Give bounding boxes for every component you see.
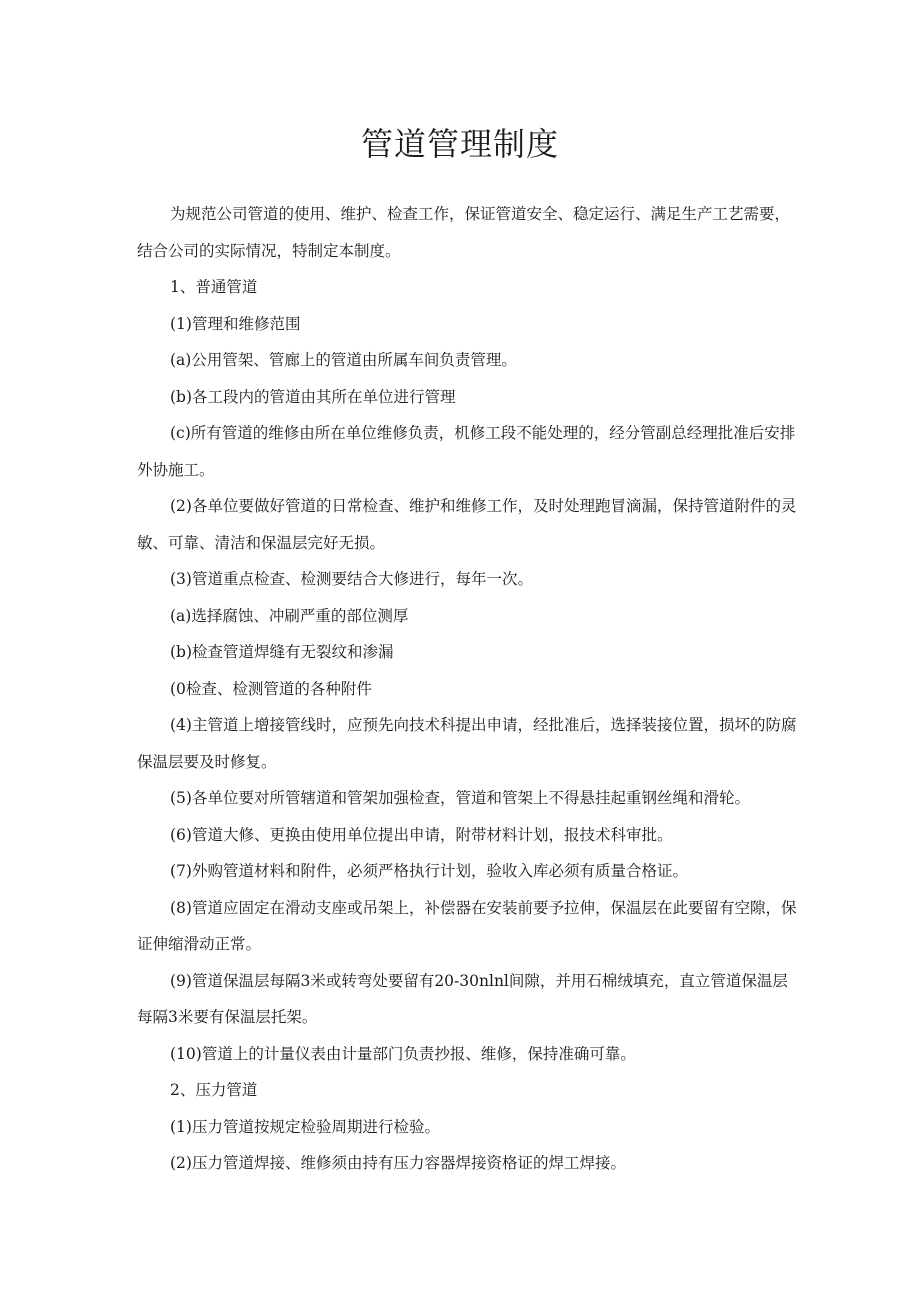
section-heading-ordinary-pipeline: 1、普通管道: [170, 278, 258, 296]
clause-paragraph: (8)管道应固定在滑动支座或吊架上，补偿器在安装前要予拉伸，保温层在此要留有空隙，保证伸缩滑动正常。: [137, 898, 797, 953]
clause-paragraph: (5)各单位要对所管辖道和管架加强检查，管道和管架上不得悬挂起重钢丝绳和滑轮。: [170, 789, 750, 807]
clause-paragraph: (b)各工段内的管道由其所在单位进行管理: [170, 387, 456, 406]
clause-paragraph: (c)所有管道的维修由所在单位维修负责，机修工段不能处理的，经分管副总经理批准后安排外协施工。: [137, 424, 796, 479]
clause-paragraph: (2)各单位要做好管道的日常检查、维护和维修工作，及时处理跑冒滴漏，保持管道附件的灵敏、可靠、清洁和保温层完好无损。: [137, 497, 797, 552]
clause-paragraph: (b)检查管道焊缝有无裂纹和渗漏: [170, 643, 394, 661]
clause-paragraph: (4)主管道上增接管线时，应预先向技术科提出申请，经批准后，选择装接位置，损坏的防腐保温层要及时修复。: [137, 716, 797, 771]
intro-paragraph: 为规范公司管道的使用、维护、检查工作，保证管道安全、稳定运行、满足生产工艺需要，结合公司的实际情况，特制定本制度。: [137, 205, 791, 260]
clause-paragraph: (1)管理和维修范围: [170, 314, 301, 333]
clause-paragraph: (1)压力管道按规定检验周期进行检验。: [170, 1117, 440, 1136]
clause-paragraph: (9)管道保温层每隔3米或转弯处要留有20-30nlnl间隙，并用石棉绒填充，直立管道保温层每隔3米要有保温层托架。: [137, 971, 788, 1026]
clause-paragraph: (7)外购管道材料和附件，必须严格执行计划，验收入库必须有质量合格证。: [170, 862, 688, 880]
document-body: [137, 196, 797, 1182]
clause-paragraph: (a)公用管架、管廊上的管道由所属车间负责管理。: [170, 351, 517, 369]
clause-paragraph: (6)管道大修、更换由使用单位提出申请，附带材料计划，报技术科审批。: [170, 825, 673, 844]
clause-paragraph: (2)压力管道焊接、维修须由持有压力容器焊接资格证的焊工焊接。: [170, 1154, 626, 1172]
clause-paragraph: (a)选择腐蚀、冲刷严重的部位测厚: [170, 606, 409, 625]
section-heading-pressure-pipeline: 2、压力管道: [170, 1081, 258, 1099]
clause-paragraph: (0检查、检测管道的各种附件: [170, 679, 372, 698]
clause-paragraph: (10)管道上的计量仪表由计量部门负责抄报、维修，保持准确可靠。: [170, 1044, 636, 1063]
document-title: 管道管理制度: [360, 125, 559, 163]
clause-paragraph: (3)管道重点检查、检测要结合大修进行，每年一次。: [170, 570, 533, 588]
